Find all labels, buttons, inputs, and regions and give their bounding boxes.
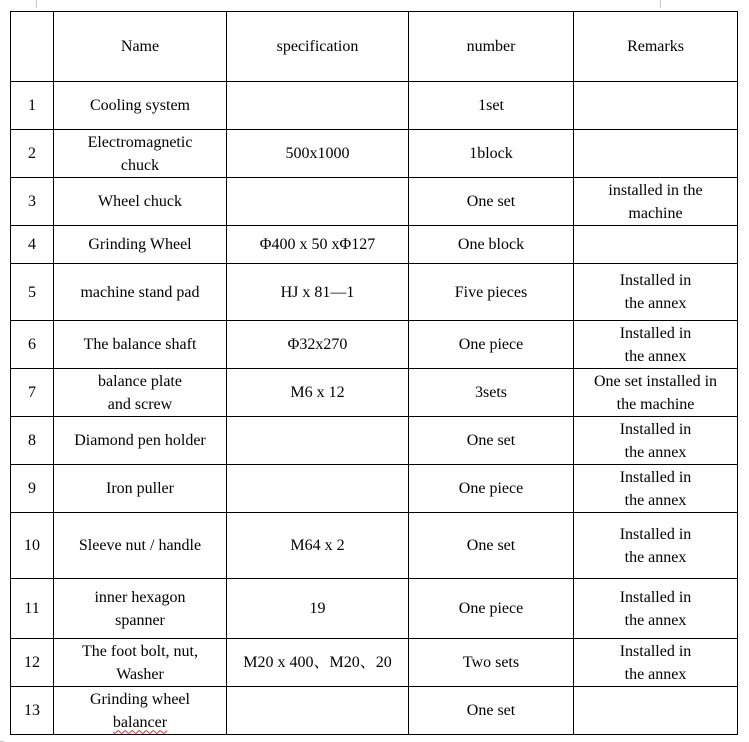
item-number: 1block <box>409 130 574 178</box>
item-number: One set <box>409 178 574 226</box>
row-index: 11 <box>11 579 54 639</box>
header-cell-specification: specification <box>227 12 409 82</box>
item-number: One block <box>409 226 574 264</box>
table-row <box>11 513 738 579</box>
table-row <box>11 226 738 264</box>
row-index: 13 <box>11 687 54 735</box>
item-spec <box>227 82 409 130</box>
accessory-list-table <box>10 11 738 735</box>
item-spec: M64 x 2 <box>227 513 409 579</box>
item-name: machine stand pad <box>54 264 227 321</box>
item-remarks: One set installed in the machine <box>574 369 738 417</box>
item-remarks: Installed in the annex <box>574 417 738 465</box>
item-number: One set <box>409 513 574 579</box>
row-index: 9 <box>11 465 54 513</box>
row-index: 6 <box>11 321 54 369</box>
row-index: 8 <box>11 417 54 465</box>
item-name: Electromagnetic chuck <box>54 130 227 178</box>
item-number: One piece <box>409 465 574 513</box>
item-number: One piece <box>409 579 574 639</box>
header-cell-number: number <box>409 12 574 82</box>
item-name: Diamond pen holder <box>54 417 227 465</box>
item-name-line: Grinding wheel <box>90 690 190 708</box>
row-index: 10 <box>11 513 54 579</box>
item-spec: Φ400 x 50 xΦ127 <box>227 226 409 264</box>
item-spec <box>227 687 409 735</box>
header-cell-name: Name <box>54 12 227 82</box>
item-remarks <box>574 226 738 264</box>
row-index: 4 <box>11 226 54 264</box>
table-header-row <box>11 12 738 82</box>
item-name: Grinding Wheel <box>54 226 227 264</box>
item-name-line-spellcheck: balancer <box>112 713 168 731</box>
item-spec: HJ x 81—1 <box>227 264 409 321</box>
item-name: The foot bolt, nut, Washer <box>54 639 227 687</box>
table-row <box>11 369 738 417</box>
row-index: 7 <box>11 369 54 417</box>
row-index: 1 <box>11 82 54 130</box>
table-row <box>11 82 738 130</box>
item-number: Five pieces <box>409 264 574 321</box>
row-index: 5 <box>11 264 54 321</box>
row-index: 3 <box>11 178 54 226</box>
item-remarks <box>574 130 738 178</box>
table-row <box>11 639 738 687</box>
table-row <box>11 465 738 513</box>
item-spec: M6 x 12 <box>227 369 409 417</box>
page-corner-mark-top-left <box>28 0 37 8</box>
item-remarks: Installed in the annex <box>574 465 738 513</box>
table-row <box>11 417 738 465</box>
item-remarks <box>574 687 738 735</box>
item-number: One set <box>409 687 574 735</box>
item-number: One set <box>409 417 574 465</box>
table-row <box>11 579 738 639</box>
row-index: 2 <box>11 130 54 178</box>
item-name: Sleeve nut / handle <box>54 513 227 579</box>
table-row <box>11 687 738 735</box>
item-spec: 19 <box>227 579 409 639</box>
header-cell-index <box>11 12 54 82</box>
table-row <box>11 178 738 226</box>
header-cell-remarks: Remarks <box>574 12 738 82</box>
item-name: Wheel chuck <box>54 178 227 226</box>
page-corner-mark-top-right <box>660 0 669 8</box>
item-name: Cooling system <box>54 82 227 130</box>
row-index: 12 <box>11 639 54 687</box>
table-row <box>11 264 738 321</box>
item-remarks: installed in the machine <box>574 178 738 226</box>
item-remarks: Installed in the annex <box>574 639 738 687</box>
item-number: 1set <box>409 82 574 130</box>
item-number: Two sets <box>409 639 574 687</box>
item-spec <box>227 417 409 465</box>
item-spec: Φ32x270 <box>227 321 409 369</box>
table-row <box>11 130 738 178</box>
item-spec: M20 x 400、M20、20 <box>227 639 409 687</box>
item-spec: 500x1000 <box>227 130 409 178</box>
item-remarks <box>574 82 738 130</box>
item-number: 3sets <box>409 369 574 417</box>
item-remarks: Installed in the annex <box>574 579 738 639</box>
item-spec <box>227 465 409 513</box>
item-number: One piece <box>409 321 574 369</box>
table-row <box>11 321 738 369</box>
item-name <box>54 687 227 735</box>
item-remarks: Installed in the annex <box>574 321 738 369</box>
item-remarks: Installed in the annex <box>574 264 738 321</box>
item-name: Iron puller <box>54 465 227 513</box>
item-remarks: Installed in the annex <box>574 513 738 579</box>
item-name: balance plate and screw <box>54 369 227 417</box>
item-name: inner hexagon spanner <box>54 579 227 639</box>
item-name: The balance shaft <box>54 321 227 369</box>
item-spec <box>227 178 409 226</box>
